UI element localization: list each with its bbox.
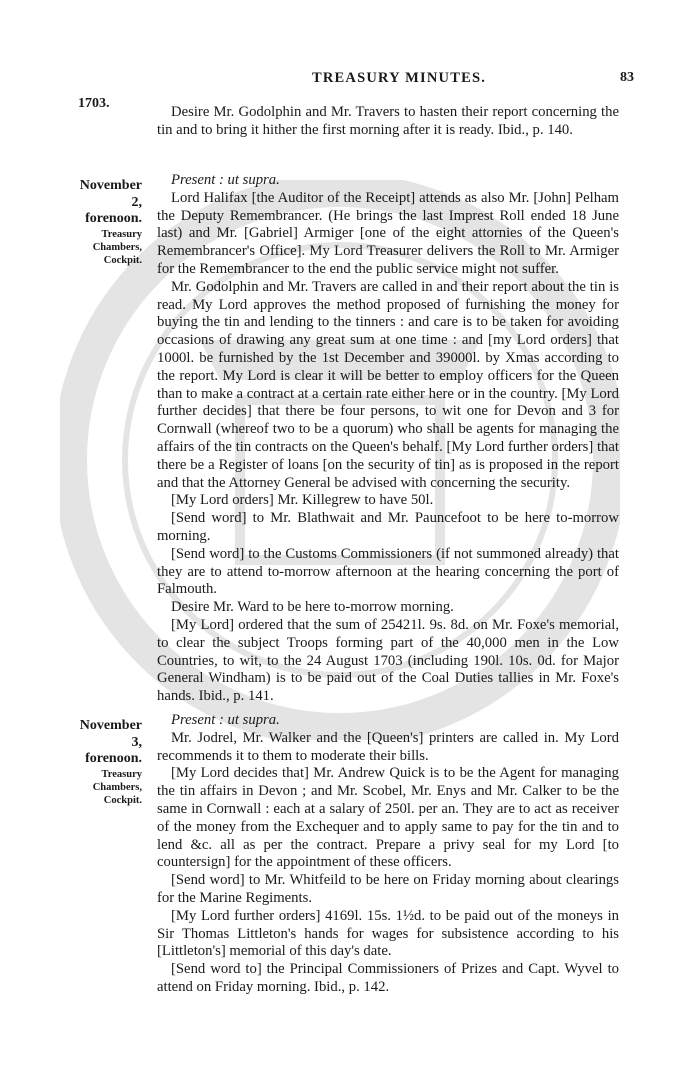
margin-place: Chambers, bbox=[92, 781, 142, 793]
paragraph: [Send word] to Mr. Whitfeild to be here on Friday morning about clearings for the Marine Regiments. bbox=[157, 872, 619, 906]
intro-body bbox=[157, 104, 619, 140]
margin-place: Chambers, bbox=[92, 241, 142, 253]
page-number: 83 bbox=[620, 70, 634, 85]
paragraph: Desire Mr. Godolphin and Mr. Travers to hasten their report concerning the tin and to bring it hither the first morning after it is ready. Ibid., p. 140. bbox=[157, 104, 619, 138]
margin-day: 2, bbox=[131, 194, 142, 210]
margin-note bbox=[52, 718, 142, 807]
paragraph: Mr. Godolphin and Mr. Travers are called in and their report about the tin is read. My Lord approves the method proposed of furnishing the money for buying the tin and lending to the tinners : and care is to be taken for avoiding occasions of drawing any great sum at one time : and [my Lord orders] that 1000l. be furnished by the 1st December and 39000l. by Xmas according to the report. My Lord is clear it will be better to employ officers for the Queen than to make a contract at a certain rate either here or in the country. [My Lord further decides] that there be four persons, to wit one for Devon and 3 for Cornwall (whereof two to be a quorum) who shall be agents for managing the affairs of the tin contracts on the Queen's behalf. [My Lord further orders] that there be a Register of loans [on the security of tin] as is proposed in the report and that the Attorney General be advised with concerning the security. bbox=[157, 278, 619, 491]
entry-body bbox=[157, 172, 619, 706]
paragraph: [My Lord further orders] 4169l. 15s. 1½d. to be paid out of the moneys in Sir Thomas Littleton's hands for wages for subsistence according to his [Littleton's] memorial of this day's date. bbox=[157, 907, 619, 960]
paragraph: Lord Halifax [the Auditor of the Receipt] attends as also Mr. [John] Pelham the Deputy Remembrancer. (He brings the last Imprest Roll ended 18 June last) and Mr. [Gabriel] Armiger [one of the eight attornies of the Queen's Remembrancer's Office]. My Lord Treasurer delivers the Roll to Mr. Armiger for the Remembrancer to the end the public service might not suffer. bbox=[157, 189, 619, 277]
paragraph: [My Lord decides that] Mr. Andrew Quick is to be the Agent for managing the tin affairs in Devon ; and Mr. Scobel, Mr. Enys and Mr. Calker to be the same in Cornwall : each at a salary of 250l. per an. They are to act as receiver of the money from the Exchequer and to apply same to pay for the tin and to lend &c. all as per the contract. Prepare a privy seal for my Lord [to countersign] for the appointment of these officers. bbox=[157, 765, 619, 871]
margin-day: 3, bbox=[131, 734, 142, 750]
paragraph: Mr. Jodrel, Mr. Walker and the [Queen's] printers are called in. My Lord recommends it to them to moderate their bills. bbox=[157, 729, 619, 764]
margin-time: forenoon. bbox=[85, 751, 142, 766]
paragraph: [Send word to] the Principal Commissioners of Prizes and Capt. Wyvel to attend on Friday morning. Ibid., p. 142. bbox=[157, 961, 619, 995]
margin-place: Cockpit. bbox=[103, 254, 142, 266]
paragraph: [Send word] to Mr. Blathwait and Mr. Pauncefoot to be here to-morrow morning. bbox=[157, 510, 619, 544]
margin-date: November bbox=[79, 178, 142, 193]
margin-note bbox=[52, 178, 142, 267]
present-line: Present : ut supra. bbox=[171, 172, 280, 188]
paragraph: [Send word] to the Customs Commissioners (if not summoned already) that they are to attend to-morrow afternoon at the hearing concerning the port of Falmouth. bbox=[157, 545, 619, 598]
paragraph: [My Lord] ordered that the sum of 25421l. 9s. 8d. on Mr. Foxe's memorial, to clear the subject Troops forming part of the 40,000 men in the Low Countries, to wit, to the 24 August 1703 (including 190l. 10s. 0d. for Major General Windham) is to be paid out of the Coal Duties tallies in Mr. Foxe's hands. Ibid., p. 141. bbox=[157, 616, 619, 705]
paragraph: [My Lord orders] Mr. Killegrew to have 50l. bbox=[171, 492, 434, 509]
year-marker: 1703. bbox=[78, 96, 110, 111]
margin-place: Cockpit. bbox=[103, 794, 142, 806]
paragraph: Desire Mr. Ward to be here to-morrow morning. bbox=[171, 599, 454, 616]
running-head: TREASURY MINUTES. bbox=[312, 70, 487, 86]
margin-place: Treasury bbox=[101, 768, 142, 780]
margin-place: Treasury bbox=[101, 228, 142, 240]
margin-date: November bbox=[79, 718, 142, 733]
margin-time: forenoon. bbox=[85, 211, 142, 226]
present-line: Present : ut supra. bbox=[171, 712, 280, 728]
entry-body bbox=[157, 712, 619, 997]
